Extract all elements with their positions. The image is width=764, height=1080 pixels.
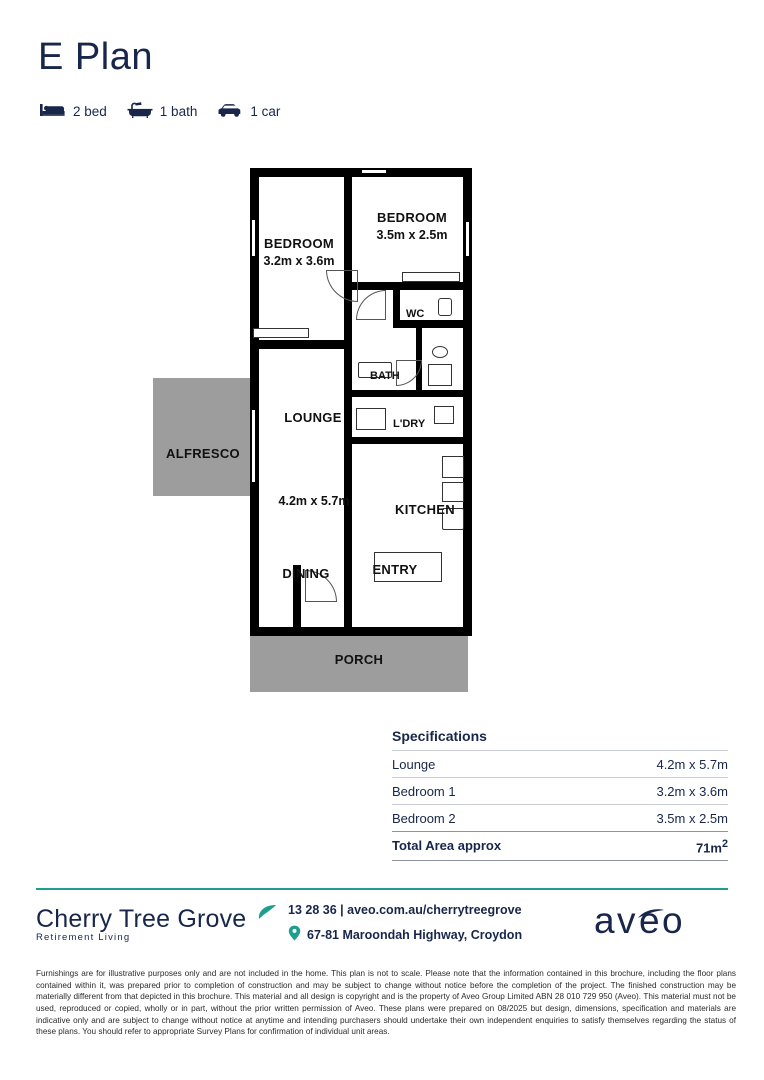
bedroom2-label: BEDROOM bbox=[377, 210, 447, 225]
robe-bed2-fixture bbox=[402, 272, 460, 282]
spec-name-bedroom2: Bedroom 2 bbox=[392, 811, 456, 826]
laundry-tub-fixture bbox=[434, 406, 454, 424]
wall-kitchen-left bbox=[344, 444, 352, 636]
spec-value-bedroom2: 3.5m x 2.5m bbox=[656, 811, 728, 826]
spec-total-superscript: 2 bbox=[721, 838, 728, 850]
wall-wc-bottom bbox=[393, 320, 472, 328]
kitchen-label: KITCHEN bbox=[395, 502, 455, 517]
svg-text:v: v bbox=[617, 900, 635, 941]
brand-name: Cherry Tree Grove bbox=[36, 905, 247, 933]
wall-top bbox=[250, 168, 472, 177]
footer-divider bbox=[36, 888, 728, 890]
dining-label: DINING bbox=[282, 566, 330, 581]
spec-value-bedroom1: 3.2m x 3.6m bbox=[656, 784, 728, 799]
bedroom1-dim: 3.2m x 3.6m bbox=[263, 254, 335, 268]
feature-bed bbox=[40, 102, 107, 121]
contact-line-1 bbox=[288, 904, 522, 917]
website-link[interactable]: aveo.com.au/cherrytreegrove bbox=[347, 903, 522, 917]
lounge-dim: 4.2m x 5.7m bbox=[278, 494, 350, 508]
spec-row-bedroom2 bbox=[392, 804, 728, 831]
feature-bath bbox=[127, 102, 198, 121]
wall-bath-bottom bbox=[352, 390, 472, 397]
floor-plan bbox=[150, 160, 600, 720]
kitchen-bench-fixture bbox=[442, 456, 464, 478]
wall-ldry-bottom bbox=[352, 437, 472, 444]
specifications-title: Specifications bbox=[392, 728, 487, 744]
address-text: 67-81 Maroondah Highway, Croydon bbox=[307, 927, 523, 942]
aveo-logo bbox=[594, 900, 728, 953]
spec-row-bedroom1 bbox=[392, 777, 728, 804]
bedroom2-dim: 3.5m x 2.5m bbox=[376, 228, 448, 242]
page-title: E Plan bbox=[38, 36, 153, 78]
wall-bed1-bottom bbox=[250, 340, 352, 349]
feature-row bbox=[40, 102, 292, 121]
wall-bed2-bottom bbox=[344, 282, 472, 290]
entry-label: ENTRY bbox=[372, 562, 418, 577]
feature-car bbox=[217, 102, 280, 121]
contact-line-2 bbox=[288, 925, 522, 944]
spec-name-total: Total Area approx bbox=[392, 838, 502, 853]
svg-text:e: e bbox=[639, 900, 660, 941]
alfresco-area bbox=[153, 378, 253, 496]
window-mark-4 bbox=[252, 410, 255, 482]
brand-block bbox=[36, 905, 246, 943]
bath-label: BATH bbox=[370, 370, 400, 382]
bedroom1-label: BEDROOM bbox=[264, 236, 334, 251]
feature-bath-label: 1 bath bbox=[159, 104, 198, 119]
wc-fixture bbox=[438, 298, 452, 316]
kitchen-cooktop-fixture bbox=[442, 482, 464, 502]
leaf-icon bbox=[256, 904, 278, 929]
basin-fixture bbox=[432, 346, 448, 358]
car-icon bbox=[217, 102, 243, 121]
svg-text:a: a bbox=[594, 900, 615, 941]
porch-label: PORCH bbox=[334, 652, 384, 667]
spec-name-lounge: Lounge bbox=[392, 757, 436, 772]
spec-row-total bbox=[392, 831, 728, 861]
bath-icon bbox=[127, 102, 153, 121]
spec-row-lounge bbox=[392, 750, 728, 777]
feature-car-label: 1 car bbox=[250, 104, 281, 119]
window-mark-1 bbox=[362, 170, 386, 173]
ldry-label: L'DRY bbox=[393, 418, 426, 430]
wall-bath-left bbox=[344, 348, 352, 444]
contact-separator: | bbox=[340, 903, 344, 917]
robe-bed1-fixture bbox=[253, 328, 309, 338]
feature-bed-label: 2 bed bbox=[73, 104, 107, 119]
shower-fixture bbox=[428, 364, 452, 386]
alfresco-label: ALFRESCO bbox=[166, 446, 240, 461]
svg-text:o: o bbox=[662, 900, 683, 941]
spec-value-lounge: 4.2m x 5.7m bbox=[656, 757, 728, 772]
spec-value-total bbox=[696, 838, 728, 855]
spec-total-number: 71m bbox=[695, 840, 722, 856]
bed-icon bbox=[40, 102, 66, 121]
phone-number[interactable]: 13 28 36 bbox=[288, 903, 337, 917]
wall-bottom bbox=[250, 627, 472, 636]
brand-subtitle: Retirement Living bbox=[36, 932, 131, 943]
lounge-label: LOUNGE bbox=[284, 410, 342, 425]
wall-wc-left bbox=[393, 282, 400, 328]
specifications-panel bbox=[392, 728, 728, 861]
spec-name-bedroom1: Bedroom 1 bbox=[392, 784, 456, 799]
wall-bath-wc-divider bbox=[416, 328, 422, 390]
disclaimer-text: Furnishings are for illustrative purposes only and are not included in the home. This plan is not to scale. Please note that the information contained in this brochure, including the floor plans contained within it, was prepared prior to completion of construction and may be subject to change without notice before the completion of the project. The finished construction may be materially different from that depicted in this brochure. This material and all design is copyright and is the property of Aveo Group Limited ABN 28 010 729 950 (Aveo). This material must not be used, reproduced or copied, wholly or in part, without the prior written permission of Aveo. These plans were prepared on 08/2025 but design, dimensions, specification and materials are indicative only and are subject to change without notice at anytime and intending purchasers should undertake their own independent enquiries to satisfy themselves regarding the status of these plans. You should refer to appropriate Survey Plans for confirmation of individual unit areas. bbox=[36, 969, 736, 1037]
wc-label: WC bbox=[406, 308, 425, 320]
location-pin-icon bbox=[288, 925, 301, 944]
